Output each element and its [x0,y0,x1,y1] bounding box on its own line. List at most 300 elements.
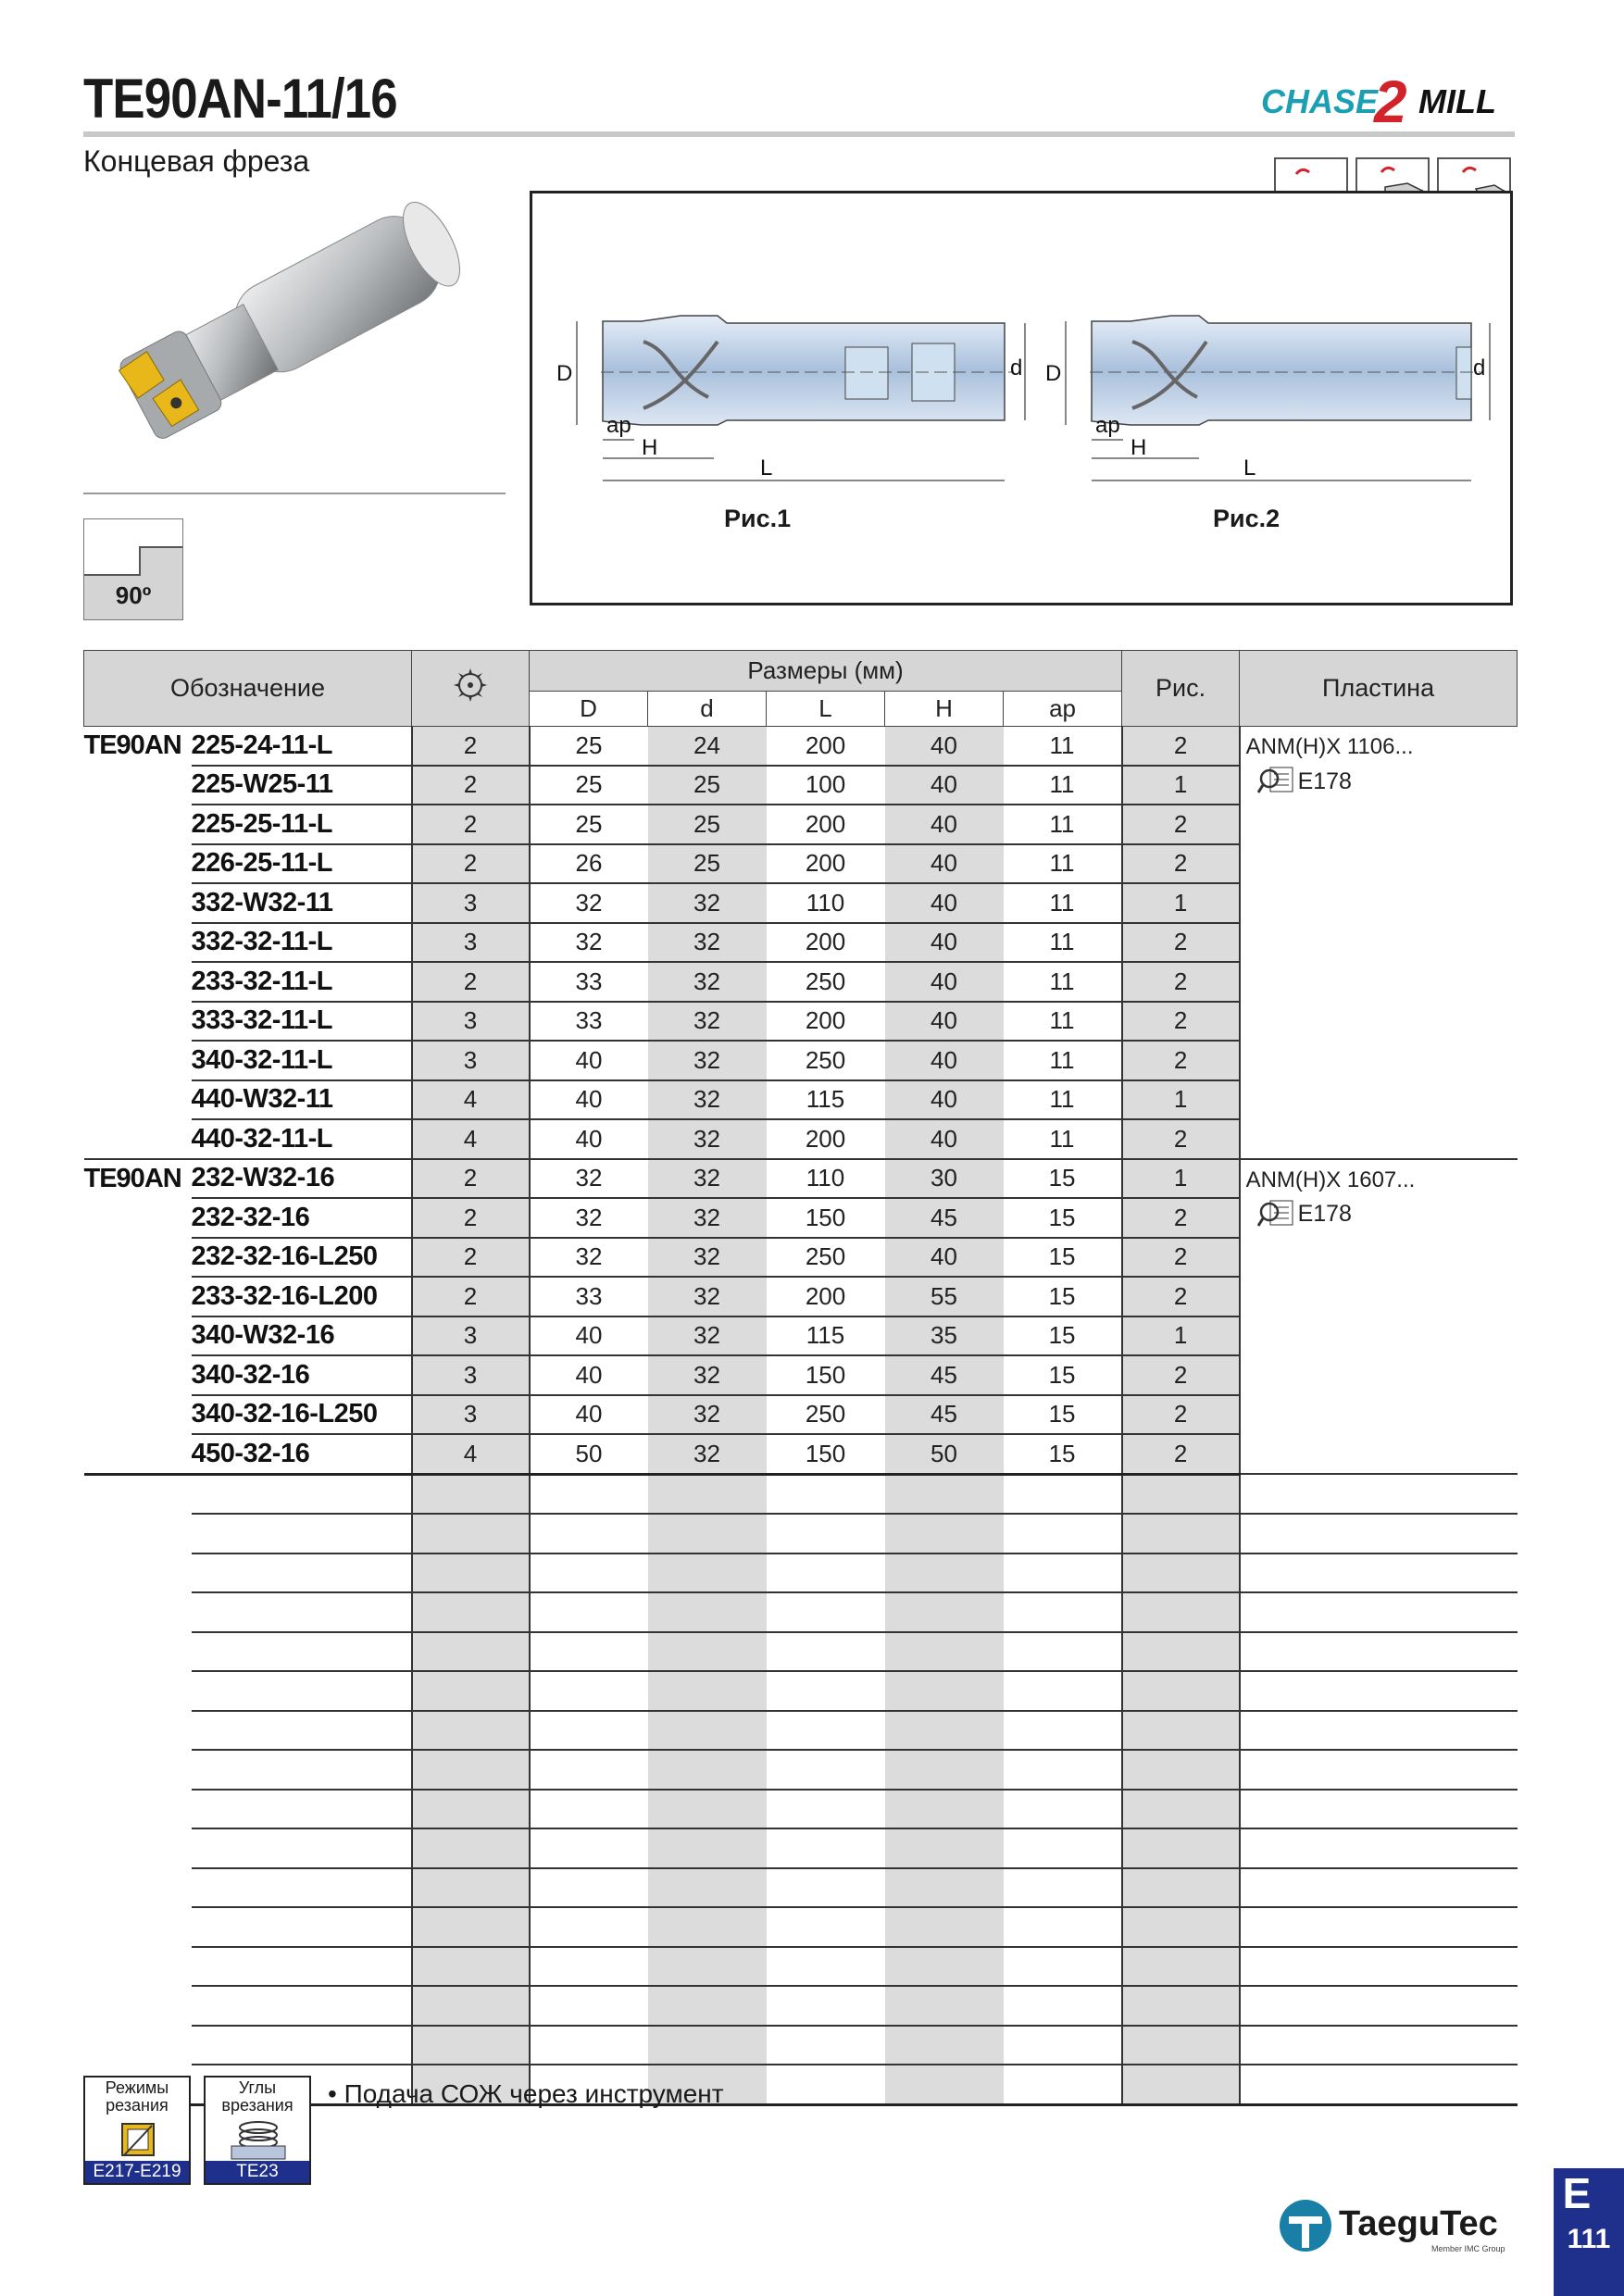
empty-cell [412,1947,530,1987]
empty-cell [1122,1868,1240,1908]
teeth-count: 2 [412,805,530,844]
designation-prefix [84,1119,192,1159]
teeth-count: 3 [412,1395,530,1435]
dim-ap: 15 [1004,1316,1122,1356]
empty-cell [412,1711,530,1751]
figure-ref: 1 [1122,1316,1240,1356]
empty-row [84,1554,1518,1593]
fig2-dim-L: L [1243,455,1256,480]
cutting-conditions-button[interactable] [83,2076,191,2185]
designation-prefix [84,1041,192,1080]
empty-cell [530,1671,648,1711]
fig1-dim-H: H [642,435,658,460]
empty-cell [1004,1828,1122,1868]
empty-cell [1122,1711,1240,1751]
fig2-dim-ap: ap [1095,413,1120,438]
insert-page-link[interactable] [1257,1199,1518,1230]
empty-cell [1240,2065,1518,2104]
page-title: TE90AN-11/16 [83,68,397,130]
figure-ref: 2 [1122,1355,1240,1395]
figure-header: Рис. [1122,651,1240,727]
dim-H: 35 [885,1316,1004,1356]
photo-divider [83,493,506,494]
page-number: 111 [1567,2224,1611,2254]
dim-D: 32 [530,1198,648,1238]
dim-H: 40 [885,1002,1004,1042]
empty-cell [1122,1671,1240,1711]
designation-prefix: TE90AN [84,1159,192,1199]
dim-H: 40 [885,1238,1004,1278]
dim-ap: 15 [1004,1159,1122,1199]
empty-cell [192,1750,412,1790]
empty-cell [192,1592,412,1632]
empty-cell [885,1828,1004,1868]
fig1-dim-D: D [556,361,573,386]
empty-cell [84,1474,192,1514]
empty-cell [1240,1474,1518,1514]
dim-L: 250 [767,1238,885,1278]
dim-D: 25 [530,805,648,844]
dim-ap: 15 [1004,1355,1122,1395]
empty-cell [1004,1986,1122,2026]
empty-cell [1122,1947,1240,1987]
figure-2-drawing [1045,316,1490,480]
empty-cell [885,1474,1004,1514]
dim-ap: 11 [1004,1119,1122,1159]
empty-cell [767,2065,885,2104]
brand-subtext: Member IMC Group [1431,2244,1505,2253]
dim-H: 30 [885,1159,1004,1199]
figure-ref: 1 [1122,883,1240,923]
empty-cell [648,1790,767,1829]
dim-d: 25 [648,766,767,805]
dim-H: 40 [885,727,1004,766]
brand-text: TaeguTec [1339,2204,1498,2243]
dim-D: 32 [530,1159,648,1199]
designation-code: 440-32-11-L [192,1119,412,1159]
empty-cell [1004,2026,1122,2065]
teeth-count: 3 [412,1041,530,1080]
designation-code: 450-32-16 [192,1434,412,1474]
dim-H: 55 [885,1277,1004,1316]
empty-cell [84,1711,192,1751]
figure-ref: 2 [1122,1041,1240,1080]
empty-cell [84,1986,192,2026]
insert-cell [1240,1159,1518,1475]
designation-code: 233-32-11-L [192,962,412,1002]
dim-D: 33 [530,1277,648,1316]
empty-row [84,1828,1518,1868]
empty-cell [530,1790,648,1829]
dim-L: 150 [767,1434,885,1474]
empty-cell [1240,2026,1518,2065]
empty-row [84,1711,1518,1751]
dim-ap: 11 [1004,1002,1122,1042]
teeth-count: 2 [412,1198,530,1238]
empty-cell [1122,2026,1240,2065]
figure-ref: 2 [1122,1277,1240,1316]
designation-prefix [84,923,192,963]
empty-cell [767,1711,885,1751]
teeth-count: 3 [412,1316,530,1356]
empty-cell [412,1592,530,1632]
designation-code: 233-32-16-L200 [192,1277,412,1316]
designation-code: 225-W25-11 [192,766,412,805]
chase2mill-logo [1261,67,1517,131]
empty-cell [1122,1750,1240,1790]
fig1-dim-L: L [760,455,773,480]
empty-cell [1240,1592,1518,1632]
empty-cell [885,1711,1004,1751]
logo-mill-text: MILL [1418,82,1496,120]
empty-cell [885,2065,1004,2104]
dim-d: 32 [648,1434,767,1474]
empty-cell [1122,1474,1240,1514]
empty-cell [767,1554,885,1593]
dim-ap: 15 [1004,1198,1122,1238]
empty-cell [1004,1947,1122,1987]
designation-prefix [84,844,192,884]
empty-cell [767,1592,885,1632]
empty-cell [648,1474,767,1514]
designation-prefix [84,962,192,1002]
dim-d: 32 [648,1080,767,1120]
empty-cell [530,1868,648,1908]
empty-cell [648,1632,767,1672]
empty-cell [648,1671,767,1711]
dim-D: 40 [530,1080,648,1120]
dim-d: 32 [648,1002,767,1042]
empty-cell [1240,1828,1518,1868]
empty-cell [767,1947,885,1987]
fig1-dim-ap: ap [606,413,631,438]
teeth-count: 3 [412,1002,530,1042]
designation-code: 232-32-16-L250 [192,1238,412,1278]
dim-d: 32 [648,1316,767,1356]
empty-cell [885,1671,1004,1711]
figure-frame [530,191,1513,605]
table-row [84,1159,1518,1199]
empty-cell [84,1947,192,1987]
ramping-angles-button[interactable] [204,2076,311,2185]
figure-ref: 1 [1122,1159,1240,1199]
empty-row [84,1592,1518,1632]
empty-cell [1122,1592,1240,1632]
empty-cell [767,1474,885,1514]
empty-row [84,1986,1518,2026]
fig2-dim-d: d [1473,356,1486,381]
dim-d: 25 [648,805,767,844]
teeth-count: 3 [412,923,530,963]
spec-table [83,650,1518,2106]
designation-code: 440-W32-11 [192,1080,412,1120]
title-divider [83,131,1515,137]
empty-cell [84,1671,192,1711]
dim-d: 32 [648,1119,767,1159]
empty-cell [885,1790,1004,1829]
dim-col-header: d [648,692,767,727]
empty-cell [530,1554,648,1593]
figure-ref: 2 [1122,1002,1240,1042]
empty-cell [412,1868,530,1908]
logo-2-text: 2 [1374,69,1407,131]
empty-cell [412,1790,530,1829]
empty-cell [412,1750,530,1790]
dim-L: 110 [767,1159,885,1199]
designation-code: 340-32-16-L250 [192,1395,412,1435]
dim-col-header: L [767,692,885,727]
teeth-count: 2 [412,727,530,766]
dim-ap: 11 [1004,962,1122,1002]
lead-angle-label: 90º [115,581,152,609]
figure-ref: 1 [1122,1080,1240,1120]
empty-cell [412,1632,530,1672]
dim-ap: 11 [1004,844,1122,884]
dim-col-header: H [885,692,1004,727]
dim-L: 150 [767,1198,885,1238]
empty-cell [1122,1554,1240,1593]
dim-d: 25 [648,844,767,884]
empty-cell [1240,1947,1518,1987]
empty-cell [530,1828,648,1868]
designation-prefix [84,1080,192,1120]
dim-H: 40 [885,844,1004,884]
teeth-count: 2 [412,1277,530,1316]
designation-prefix [84,1198,192,1238]
dim-D: 33 [530,1002,648,1042]
figure-ref: 1 [1122,766,1240,805]
end-mill-photo [111,194,500,491]
dim-d: 32 [648,1159,767,1199]
dim-ap: 11 [1004,1080,1122,1120]
empty-cell [767,1514,885,1554]
empty-cell [1004,1868,1122,1908]
dim-L: 100 [767,766,885,805]
dim-d: 24 [648,727,767,766]
empty-cell [1240,1711,1518,1751]
figure-ref: 2 [1122,1434,1240,1474]
fig2-dim-D: D [1045,361,1062,386]
empty-cell [1240,1750,1518,1790]
empty-cell [648,1828,767,1868]
empty-cell [84,1632,192,1672]
dim-L: 200 [767,1002,885,1042]
dim-H: 40 [885,1041,1004,1080]
designation-header: Обозначение [84,651,412,727]
dim-D: 40 [530,1041,648,1080]
empty-cell [84,1790,192,1829]
dim-H: 40 [885,1080,1004,1120]
dim-d: 32 [648,1198,767,1238]
teeth-count: 4 [412,1080,530,1120]
empty-cell [192,1986,412,2026]
designation-code: 340-32-16 [192,1355,412,1395]
teeth-count: 2 [412,1159,530,1199]
empty-cell [84,1592,192,1632]
empty-cell [1004,1750,1122,1790]
insert-header: Пластина [1240,651,1518,727]
insert-page-ref: E178 [1297,1201,1352,1227]
empty-cell [885,1554,1004,1593]
empty-cell [1122,1514,1240,1554]
empty-cell [648,1907,767,1947]
empty-cell [192,1554,412,1593]
designation-code: 332-32-11-L [192,923,412,963]
dim-L: 250 [767,1395,885,1435]
designation-prefix [84,1316,192,1356]
empty-cell [84,1868,192,1908]
dim-ap: 15 [1004,1238,1122,1278]
dim-D: 26 [530,844,648,884]
empty-cell [648,1711,767,1751]
empty-cell [192,1828,412,1868]
designation-prefix [84,1277,192,1316]
empty-cell [1122,1632,1240,1672]
ramping-angles-icon [228,2118,289,2161]
dim-D: 40 [530,1395,648,1435]
dim-D: 40 [530,1316,648,1356]
magnifier-icon [1257,766,1294,797]
empty-cell [648,1947,767,1987]
empty-cell [1240,1632,1518,1672]
teeth-count: 3 [412,1355,530,1395]
empty-cell [648,1750,767,1790]
designation-code: 232-W32-16 [192,1159,412,1199]
dim-H: 40 [885,805,1004,844]
empty-cell [192,1671,412,1711]
empty-cell [1004,1514,1122,1554]
designation-code: 332-W32-11 [192,883,412,923]
dim-H: 40 [885,766,1004,805]
dim-L: 250 [767,1041,885,1080]
dim-H: 45 [885,1395,1004,1435]
empty-row [84,1907,1518,1947]
empty-row [84,1868,1518,1908]
taegutec-logo [1278,2196,1518,2255]
empty-cell [192,1790,412,1829]
dim-D: 40 [530,1119,648,1159]
designation-code: 333-32-11-L [192,1002,412,1042]
dim-ap: 11 [1004,1041,1122,1080]
figure-ref: 2 [1122,1395,1240,1435]
empty-cell [885,1907,1004,1947]
empty-cell [767,1671,885,1711]
empty-row [84,1790,1518,1829]
dim-D: 32 [530,923,648,963]
empty-cell [192,1632,412,1672]
dim-H: 45 [885,1198,1004,1238]
empty-cell [530,2026,648,2065]
figure-1-drawing [556,316,1025,480]
dim-H: 40 [885,1119,1004,1159]
dim-ap: 11 [1004,766,1122,805]
empty-cell [412,1671,530,1711]
empty-cell [1004,1632,1122,1672]
empty-cell [885,1868,1004,1908]
empty-cell [192,1514,412,1554]
dim-ap: 11 [1004,923,1122,963]
empty-cell [530,1711,648,1751]
empty-row [84,1514,1518,1554]
cutting-conditions-ref: E217-E219 [85,2161,189,2183]
dim-d: 32 [648,883,767,923]
empty-row [84,1632,1518,1672]
designation-code: 225-24-11-L [192,727,412,766]
designation-code: 340-W32-16 [192,1316,412,1356]
dim-L: 200 [767,923,885,963]
empty-cell [767,1986,885,2026]
empty-row [84,1671,1518,1711]
dim-D: 25 [530,766,648,805]
cutting-conditions-icon [117,2118,159,2161]
dim-d: 32 [648,923,767,963]
designation-prefix [84,766,192,805]
logo-chase-text: CHASE [1261,82,1379,120]
empty-cell [767,1868,885,1908]
empty-cell [1004,2065,1122,2104]
empty-cell [1004,1711,1122,1751]
dim-H: 40 [885,962,1004,1002]
teeth-count: 2 [412,1238,530,1278]
figure-ref: 2 [1122,962,1240,1002]
designation-prefix [84,805,192,844]
teeth-count: 2 [412,766,530,805]
empty-cell [1122,1790,1240,1829]
dim-ap: 15 [1004,1277,1122,1316]
page-subtitle: Концевая фреза [83,144,310,178]
dim-D: 25 [530,727,648,766]
designation-code: 226-25-11-L [192,844,412,884]
empty-cell [84,1907,192,1947]
figure-ref: 2 [1122,923,1240,963]
teeth-count: 2 [412,962,530,1002]
empty-cell [412,1514,530,1554]
designation-prefix [84,1434,192,1474]
dim-ap: 15 [1004,1434,1122,1474]
empty-cell [1004,1554,1122,1593]
empty-cell [885,1750,1004,1790]
insert-code: ANM(H)X 1607... [1245,1167,1416,1192]
empty-cell [412,1554,530,1593]
empty-cell [84,2026,192,2065]
ramping-angles-ref: TE23 [206,2161,309,2183]
dim-L: 115 [767,1316,885,1356]
empty-row [84,1750,1518,1790]
empty-cell [885,1947,1004,1987]
empty-cell [84,1554,192,1593]
teeth-count: 2 [412,844,530,884]
empty-cell [530,1592,648,1632]
figure-ref: 2 [1122,844,1240,884]
empty-cell [84,1514,192,1554]
empty-row [84,1947,1518,1987]
insert-page-link[interactable] [1257,766,1518,797]
empty-cell [885,1632,1004,1672]
section-letter: E [1562,2169,1592,2217]
empty-cell [767,1907,885,1947]
teeth-count: 3 [412,883,530,923]
empty-cell [192,1474,412,1514]
empty-cell [767,1828,885,1868]
empty-row [84,1474,1518,1514]
dim-H: 40 [885,923,1004,963]
dim-H: 45 [885,1355,1004,1395]
designation-code: 340-32-11-L [192,1041,412,1080]
empty-cell [530,1947,648,1987]
figure-2-caption: Рис.2 [1213,505,1280,532]
designation-prefix [84,1355,192,1395]
empty-cell [1122,1828,1240,1868]
